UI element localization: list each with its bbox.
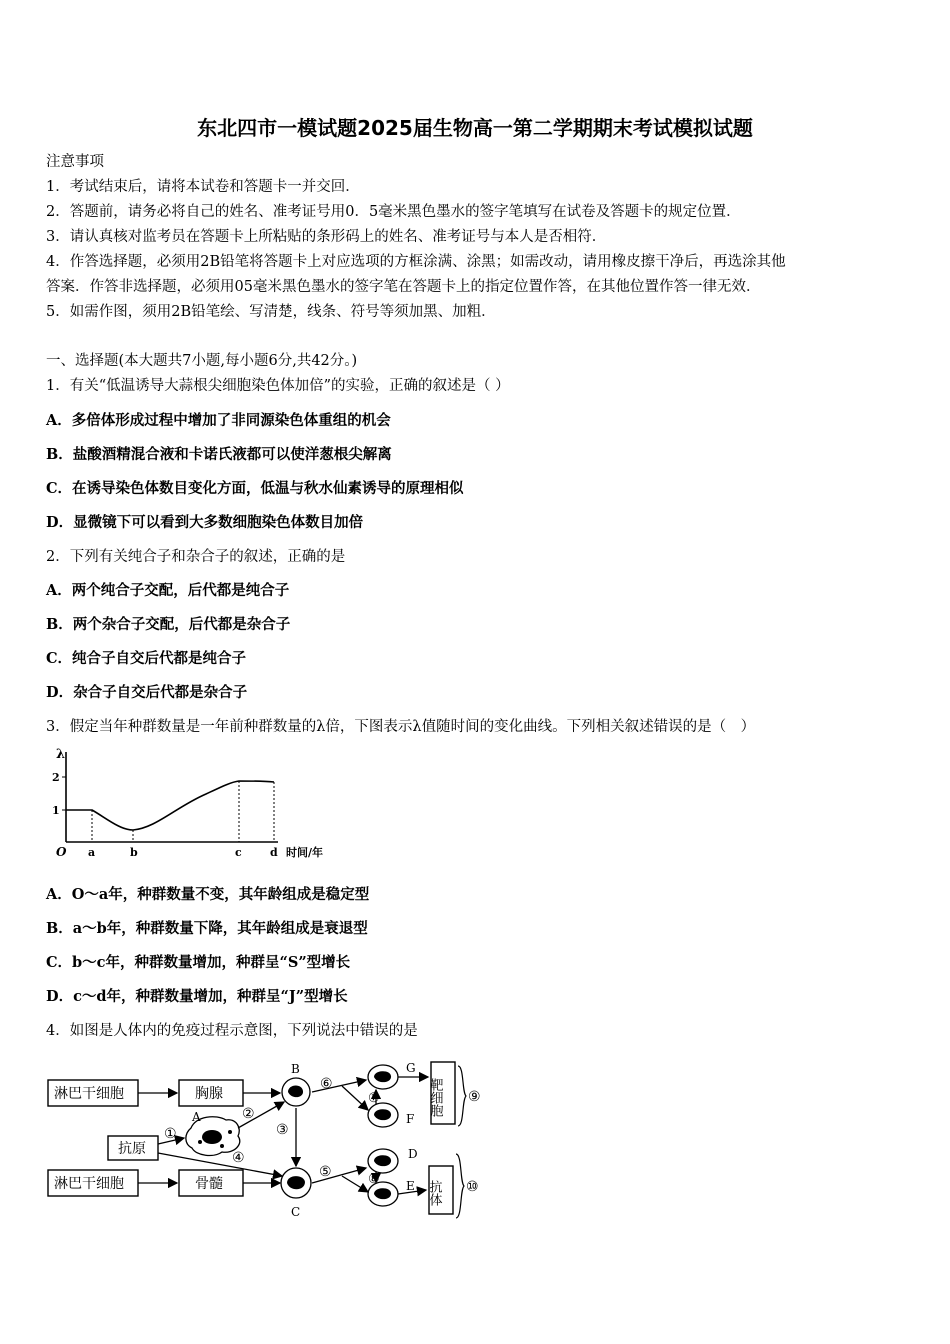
q3-option-a: A．O～a年，种群数量不变，其年龄组成是稳定型 [46, 886, 370, 903]
antibody-label: 抗体 [426, 1180, 442, 1206]
notice-item-5: 5．如需作图，须用2B铅笔绘、写清楚，线条、符号等须加黑、加粗． [46, 304, 496, 320]
thymus-label: 胸腺 [195, 1086, 223, 1102]
lymph-stem-label-2: 淋巴干细胞 [54, 1176, 124, 1192]
q1-option-b: B．盐酸酒精混合液和卡诺氏液都可以使洋葱根尖解离 [46, 446, 392, 463]
q3-option-d: D．c～d年，种群数量增加，种群呈“J”型增长 [46, 988, 348, 1005]
label-d: D [408, 1147, 418, 1161]
question-4-stem: 4．如图是人体内的免疫过程示意图，下列说法中错误的是 [46, 1023, 418, 1039]
x-tick-b: b [130, 846, 138, 859]
step-10: ⑩ [466, 1179, 479, 1195]
step-8: ⑧ [368, 1172, 380, 1187]
marrow-label: 骨髓 [195, 1176, 223, 1192]
y-axis-label: λ [56, 747, 66, 762]
question-3-stem: 3．假定当年种群数量是一年前种群数量的λ倍，下图表示λ值随时间的变化曲线。下列相关叙述错误的是（ ） [46, 719, 756, 735]
x-tick-a: a [88, 846, 96, 859]
label-b: B [291, 1062, 300, 1076]
q1-option-c: C．在诱导染色体数目变化方面，低温与秋水仙素诱导的原理相似 [46, 480, 464, 497]
label-g: G [406, 1061, 416, 1075]
step-5: ⑤ [319, 1164, 332, 1180]
notice-item-3: 3．请认真核对监考员在答题卡上所粘贴的条形码上的姓名、准考证号与本人是否相符． [46, 229, 607, 245]
step-6: ⑥ [320, 1076, 333, 1092]
notice-item-2: 2．答题前，请务必将自己的姓名、准考证号用0．5毫米黑色墨水的签字笔填写在试卷及答题卡的规定位置． [46, 204, 741, 220]
label-e: E [406, 1179, 415, 1193]
y-tick-1: 1 [52, 804, 60, 817]
q1-option-a: A．多倍体形成过程中增加了非同源染色体重组的机会 [46, 412, 391, 429]
question-1-stem: 1．有关“低温诱导大蒜根尖细胞染色体加倍”的实验，正确的叙述是（ ） [46, 378, 510, 394]
lambda-curve [66, 781, 274, 830]
label-c: C [291, 1205, 301, 1219]
antigen-label: 抗原 [118, 1141, 146, 1157]
label-f: F [406, 1112, 415, 1126]
x-tick-d: d [270, 846, 278, 859]
q2-option-d: D．杂合子自交后代都是杂合子 [46, 684, 248, 701]
lymph-stem-label-1: 淋巴干细胞 [54, 1086, 124, 1102]
q2-option-c: C．纯合子自交后代都是纯合子 [46, 650, 247, 667]
step-9: ⑨ [468, 1089, 481, 1105]
q2-option-b: B．两个杂合子交配，后代都是杂合子 [46, 616, 291, 633]
origin-label: O [56, 845, 67, 859]
step-2: ② [242, 1106, 255, 1122]
step-3: ③ [276, 1122, 289, 1138]
x-tick-c: c [235, 846, 242, 859]
lambda-graph [46, 742, 366, 867]
notice-item-4: 4．作答选择题，必须用2B铅笔将答题卡上对应选项的方框涂满、涂黑；如需改动，请用橡皮擦干净后，再选涂其他 [46, 254, 786, 270]
notice-heading: 注意事项 [46, 154, 104, 170]
q3-option-b: B．a～b年，种群数量下降，其年龄组成是衰退型 [46, 920, 368, 937]
target-cell-char-1: 靶细胞 [427, 1078, 443, 1117]
label-a: A [192, 1110, 201, 1124]
section-heading: 一、选择题(本大题共7小题,每小题6分,共42分。) [46, 353, 358, 369]
q3-option-c: C．b～c年，种群数量增加，种群呈“S”型增长 [46, 954, 351, 971]
step-7: ⑦ [368, 1091, 380, 1106]
step-4: ④ [232, 1150, 245, 1166]
notice-item-1: 1．考试结束后，请将本试卷和答题卡一并交回． [46, 179, 360, 195]
y-tick-2: 2 [52, 771, 60, 784]
question-2-stem: 2．下列有关纯合子和杂合子的叙述，正确的是 [46, 549, 346, 565]
exam-title: 东北四市一模试题2025届生物高一第二学期期末考试模拟试题 [197, 116, 753, 140]
notice-item-4-cont: 答案．作答非选择题，必须用05毫米黑色墨水的签字笔在答题卡上的指定位置作答，在其他位置作答一律无效． [46, 279, 761, 295]
x-axis-label: 时间/年 [286, 846, 324, 859]
q1-option-d: D．显微镜下可以看到大多数细胞染色体数目加倍 [46, 514, 364, 531]
q2-option-a: A．两个纯合子交配，后代都是纯合子 [46, 582, 290, 599]
step-1: ① [164, 1126, 177, 1142]
immune-diagram [46, 1058, 496, 1223]
